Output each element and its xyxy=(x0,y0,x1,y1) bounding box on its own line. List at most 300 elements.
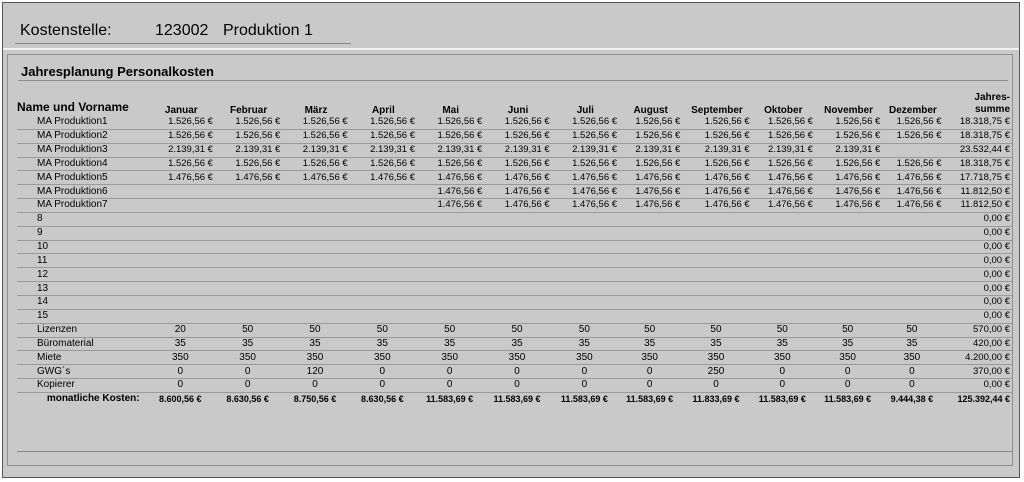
month-cell[interactable]: 350 xyxy=(552,351,619,365)
month-cell[interactable] xyxy=(882,212,943,226)
row-label[interactable]: Miete xyxy=(17,351,148,365)
month-cell[interactable] xyxy=(484,295,551,309)
month-cell[interactable] xyxy=(552,309,619,323)
month-cell[interactable] xyxy=(417,282,484,296)
month-cell[interactable] xyxy=(350,199,417,213)
month-cell[interactable] xyxy=(882,254,943,268)
month-cell[interactable]: 0 xyxy=(417,379,484,393)
month-cell[interactable]: 1.526,56 € xyxy=(148,157,215,171)
employee-row xyxy=(17,254,1012,268)
month-cell[interactable]: 35 xyxy=(215,337,282,351)
month-cell[interactable]: 20 xyxy=(148,323,215,337)
month-cell[interactable] xyxy=(752,212,815,226)
month-cell[interactable]: 0 xyxy=(815,365,882,379)
month-cell[interactable] xyxy=(350,309,417,323)
employee-row xyxy=(17,171,1012,185)
month-cell[interactable] xyxy=(417,254,484,268)
month-cell[interactable]: 1.526,56 € xyxy=(619,129,682,143)
month-cell[interactable] xyxy=(552,282,619,296)
month-cell[interactable] xyxy=(619,226,682,240)
month-cell[interactable]: 1.476,56 € xyxy=(282,171,349,185)
month-cell[interactable] xyxy=(282,226,349,240)
month-cell[interactable] xyxy=(752,240,815,254)
month-cell[interactable] xyxy=(682,268,751,282)
month-cell[interactable]: 1.526,56 € xyxy=(417,129,484,143)
month-cell[interactable] xyxy=(882,240,943,254)
month-cell[interactable] xyxy=(484,309,551,323)
month-cell[interactable]: 350 xyxy=(417,351,484,365)
annual-sum-cell: 17.718,75 € xyxy=(944,171,1012,185)
row-label[interactable]: MA Produktion7 xyxy=(17,199,148,213)
month-cell[interactable] xyxy=(148,226,215,240)
month-cell[interactable] xyxy=(148,240,215,254)
grand-total-cell: 125.392,44 € xyxy=(957,394,1010,405)
month-cell[interactable] xyxy=(148,268,215,282)
month-cell[interactable]: 0 xyxy=(215,379,282,393)
month-cell[interactable] xyxy=(682,295,751,309)
month-cell[interactable]: 1.476,56 € xyxy=(752,171,815,185)
month-cell[interactable]: 1.526,56 € xyxy=(148,116,215,129)
month-cell[interactable]: 35 xyxy=(148,337,215,351)
month-cell[interactable] xyxy=(484,254,551,268)
month-cell[interactable]: 1.476,56 € xyxy=(552,171,619,185)
month-cell[interactable]: 0 xyxy=(552,379,619,393)
month-cell[interactable]: 1.526,56 € xyxy=(282,116,349,129)
month-cell[interactable] xyxy=(752,226,815,240)
month-cell[interactable]: 350 xyxy=(282,351,349,365)
row-label[interactable]: MA Produktion2 xyxy=(17,129,148,143)
month-cell[interactable]: 1.526,56 € xyxy=(752,116,815,129)
month-cell[interactable]: 1.526,56 € xyxy=(882,157,943,171)
month-cell[interactable] xyxy=(215,268,282,282)
month-cell[interactable]: 1.476,56 € xyxy=(882,185,943,199)
month-cell[interactable] xyxy=(282,185,349,199)
month-cell[interactable] xyxy=(215,212,282,226)
month-cell[interactable] xyxy=(215,185,282,199)
month-cell[interactable]: 1.476,56 € xyxy=(815,199,882,213)
row-label[interactable]: 14 xyxy=(17,295,148,309)
month-cell[interactable]: 350 xyxy=(882,351,943,365)
monthly-total-cell: 11.583,69 € xyxy=(626,394,674,405)
row-label[interactable]: GWG´s xyxy=(17,365,148,379)
row-label[interactable]: 11 xyxy=(17,254,148,268)
month-cell[interactable]: 1.476,56 € xyxy=(682,171,751,185)
month-cell[interactable]: 1.526,56 € xyxy=(552,157,619,171)
row-label[interactable]: MA Produktion5 xyxy=(17,171,148,185)
month-cell[interactable] xyxy=(350,268,417,282)
month-cell[interactable]: 1.526,56 € xyxy=(815,116,882,129)
month-cell[interactable]: 2.139,31 € xyxy=(350,143,417,157)
month-cell[interactable]: 50 xyxy=(484,323,551,337)
month-cell[interactable]: 35 xyxy=(815,337,882,351)
month-cell[interactable]: 1.526,56 € xyxy=(350,129,417,143)
table-bottom-divider xyxy=(17,451,1012,452)
month-cell[interactable]: 0 xyxy=(484,365,551,379)
month-cell[interactable] xyxy=(282,254,349,268)
month-cell[interactable] xyxy=(882,282,943,296)
month-cell[interactable]: 0 xyxy=(682,379,751,393)
month-cell[interactable] xyxy=(148,254,215,268)
month-cell[interactable] xyxy=(215,199,282,213)
month-cell[interactable] xyxy=(282,268,349,282)
month-cell[interactable]: 1.476,56 € xyxy=(752,199,815,213)
month-cell[interactable]: 1.526,56 € xyxy=(417,116,484,129)
month-cell[interactable] xyxy=(552,212,619,226)
month-cell[interactable] xyxy=(752,309,815,323)
month-cell[interactable] xyxy=(815,254,882,268)
month-cell[interactable]: 1.526,56 € xyxy=(417,157,484,171)
row-label[interactable]: Büromaterial xyxy=(17,337,148,351)
month-cell[interactable]: 1.526,56 € xyxy=(752,129,815,143)
month-cell[interactable] xyxy=(282,199,349,213)
month-cell[interactable]: 350 xyxy=(484,351,551,365)
month-cell[interactable]: 50 xyxy=(417,323,484,337)
month-cell[interactable] xyxy=(882,295,943,309)
month-cell[interactable]: 0 xyxy=(752,379,815,393)
month-cell[interactable] xyxy=(417,226,484,240)
month-cell[interactable] xyxy=(282,282,349,296)
month-cell[interactable]: 2.139,31 € xyxy=(282,143,349,157)
month-cell[interactable]: 1.526,56 € xyxy=(682,157,751,171)
employee-row xyxy=(17,240,1012,254)
monthly-total-cell: 11.583,69 € xyxy=(824,394,872,405)
month-cell[interactable]: 35 xyxy=(882,337,943,351)
month-cell[interactable] xyxy=(619,212,682,226)
month-cell[interactable]: 120 xyxy=(282,365,349,379)
month-cell[interactable] xyxy=(215,309,282,323)
month-cell[interactable]: 1.526,56 € xyxy=(752,157,815,171)
employee-row xyxy=(17,212,1012,226)
month-cell[interactable]: 350 xyxy=(148,351,215,365)
month-cell[interactable] xyxy=(215,226,282,240)
row-label[interactable]: Lizenzen xyxy=(17,323,148,337)
month-cell[interactable]: 0 xyxy=(282,379,349,393)
month-cell[interactable]: 1.476,56 € xyxy=(552,199,619,213)
month-cell[interactable]: 350 xyxy=(350,351,417,365)
month-cell[interactable]: 50 xyxy=(815,323,882,337)
month-cell[interactable]: 50 xyxy=(552,323,619,337)
month-cell[interactable]: 1.526,56 € xyxy=(350,116,417,129)
month-cell[interactable] xyxy=(552,254,619,268)
month-cell[interactable]: 0 xyxy=(417,365,484,379)
month-cell[interactable]: 1.526,56 € xyxy=(215,157,282,171)
month-cell[interactable] xyxy=(815,268,882,282)
month-cell[interactable] xyxy=(619,240,682,254)
month-cell[interactable] xyxy=(417,309,484,323)
month-cell[interactable]: 50 xyxy=(752,323,815,337)
month-cell[interactable]: 1.476,56 € xyxy=(350,171,417,185)
month-cell[interactable] xyxy=(350,212,417,226)
month-cell[interactable]: 1.526,56 € xyxy=(882,116,943,129)
month-cell[interactable]: 2.139,31 € xyxy=(484,143,551,157)
annual-sum-cell: 11.812,50 € xyxy=(944,199,1012,213)
month-cell[interactable]: 350 xyxy=(215,351,282,365)
month-cell[interactable]: 1.526,56 € xyxy=(282,129,349,143)
annual-sum-cell: 0,00 € xyxy=(944,268,1012,282)
column-header-month: Juli xyxy=(576,105,594,116)
employee-row xyxy=(17,268,1012,282)
month-cell[interactable] xyxy=(752,295,815,309)
month-cell[interactable] xyxy=(148,282,215,296)
month-cell[interactable] xyxy=(282,309,349,323)
annual-sum-cell: 0,00 € xyxy=(944,309,1012,323)
month-cell[interactable]: 1.526,56 € xyxy=(350,157,417,171)
month-cell[interactable]: 35 xyxy=(552,337,619,351)
month-cell[interactable]: 1.476,56 € xyxy=(882,171,943,185)
row-label[interactable]: 15 xyxy=(17,309,148,323)
annual-sum-cell: 23.532,44 € xyxy=(944,143,1012,157)
employee-row xyxy=(17,143,1012,157)
month-cell[interactable] xyxy=(417,268,484,282)
month-cell[interactable] xyxy=(484,226,551,240)
row-label[interactable]: MA Produktion3 xyxy=(17,143,148,157)
monthly-total-row xyxy=(17,392,1012,405)
month-cell[interactable]: 1.476,56 € xyxy=(484,199,551,213)
month-cell[interactable]: 0 xyxy=(752,365,815,379)
month-cell[interactable]: 35 xyxy=(282,337,349,351)
month-cell[interactable] xyxy=(752,282,815,296)
month-cell[interactable] xyxy=(215,254,282,268)
employee-row xyxy=(17,185,1012,199)
month-cell[interactable] xyxy=(682,254,751,268)
cost-center-header xyxy=(3,3,1019,50)
month-cell[interactable] xyxy=(619,309,682,323)
month-cell[interactable]: 1.526,56 € xyxy=(282,157,349,171)
month-cell[interactable] xyxy=(215,282,282,296)
row-label[interactable]: MA Produktion6 xyxy=(17,185,148,199)
month-cell[interactable] xyxy=(417,212,484,226)
month-cell[interactable]: 250 xyxy=(682,365,751,379)
row-label[interactable]: 9 xyxy=(17,226,148,240)
month-cell[interactable]: 35 xyxy=(752,337,815,351)
month-cell[interactable] xyxy=(815,309,882,323)
month-cell[interactable] xyxy=(148,212,215,226)
month-cell[interactable] xyxy=(815,295,882,309)
month-cell[interactable]: 0 xyxy=(552,365,619,379)
employee-row xyxy=(17,226,1012,240)
expense-row xyxy=(17,337,1012,351)
month-cell[interactable]: 50 xyxy=(682,323,751,337)
month-cell[interactable] xyxy=(815,212,882,226)
month-cell[interactable] xyxy=(882,268,943,282)
monthly-total-label: monatliche Kosten: xyxy=(46,393,140,405)
month-cell[interactable]: 50 xyxy=(282,323,349,337)
month-cell[interactable]: 1.476,56 € xyxy=(882,199,943,213)
month-cell[interactable] xyxy=(484,282,551,296)
month-cell[interactable]: 1.526,56 € xyxy=(148,129,215,143)
row-label[interactable]: 12 xyxy=(17,268,148,282)
month-cell[interactable]: 35 xyxy=(417,337,484,351)
month-cell[interactable] xyxy=(752,254,815,268)
month-cell[interactable] xyxy=(882,309,943,323)
month-cell[interactable] xyxy=(815,282,882,296)
header-divider xyxy=(15,43,351,44)
month-cell[interactable] xyxy=(148,295,215,309)
month-cell[interactable]: 0 xyxy=(815,379,882,393)
employee-row xyxy=(17,116,1012,129)
month-cell[interactable]: 1.526,56 € xyxy=(215,129,282,143)
month-cell[interactable] xyxy=(484,240,551,254)
month-cell[interactable] xyxy=(682,240,751,254)
month-cell[interactable] xyxy=(417,295,484,309)
month-cell[interactable] xyxy=(148,199,215,213)
month-cell[interactable]: 1.476,56 € xyxy=(148,171,215,185)
month-cell[interactable]: 2.139,31 € xyxy=(215,143,282,157)
month-cell[interactable] xyxy=(484,268,551,282)
month-cell[interactable]: 1.476,56 € xyxy=(815,185,882,199)
employee-row xyxy=(17,157,1012,171)
month-cell[interactable]: 35 xyxy=(619,337,682,351)
month-cell[interactable]: 0 xyxy=(215,365,282,379)
month-cell[interactable]: 2.139,31 € xyxy=(682,143,751,157)
month-cell[interactable]: 1.476,56 € xyxy=(619,199,682,213)
month-cell[interactable]: 1.526,56 € xyxy=(619,157,682,171)
month-cell[interactable] xyxy=(682,212,751,226)
month-cell[interactable] xyxy=(815,226,882,240)
month-cell[interactable]: 0 xyxy=(619,365,682,379)
month-cell[interactable]: 0 xyxy=(882,379,943,393)
monthly-total-cell: 8.630,56 € xyxy=(361,394,404,405)
month-cell[interactable] xyxy=(752,268,815,282)
month-cell[interactable]: 0 xyxy=(619,379,682,393)
month-cell[interactable] xyxy=(350,254,417,268)
month-cell[interactable] xyxy=(282,212,349,226)
month-cell[interactable] xyxy=(282,295,349,309)
month-cell[interactable]: 1.526,56 € xyxy=(552,116,619,129)
month-cell[interactable] xyxy=(484,212,551,226)
column-header-month: November xyxy=(824,105,874,116)
month-cell[interactable]: 50 xyxy=(619,323,682,337)
month-cell[interactable]: 1.526,56 € xyxy=(552,129,619,143)
month-cell[interactable] xyxy=(148,185,215,199)
cost-center-name[interactable]: Produktion 1 xyxy=(223,22,313,39)
annual-sum-cell: 0,00 € xyxy=(944,212,1012,226)
month-cell[interactable]: 35 xyxy=(484,337,551,351)
annual-sum-cell: 0,00 € xyxy=(944,226,1012,240)
month-cell[interactable]: 0 xyxy=(350,365,417,379)
month-cell[interactable]: 350 xyxy=(815,351,882,365)
month-cell[interactable]: 2.139,31 € xyxy=(815,143,882,157)
month-cell[interactable]: 1.526,56 € xyxy=(815,157,882,171)
month-cell[interactable] xyxy=(552,268,619,282)
month-cell[interactable] xyxy=(350,295,417,309)
month-cell[interactable]: 2.139,31 € xyxy=(417,143,484,157)
row-label[interactable]: 8 xyxy=(17,212,148,226)
month-cell[interactable]: 1.476,56 € xyxy=(815,171,882,185)
cost-center-number[interactable]: 123002 xyxy=(155,22,209,39)
month-cell[interactable] xyxy=(619,295,682,309)
month-cell[interactable] xyxy=(552,295,619,309)
month-cell[interactable]: 0 xyxy=(350,379,417,393)
expense-row xyxy=(17,351,1012,365)
row-label[interactable]: MA Produktion4 xyxy=(17,157,148,171)
month-cell[interactable]: 1.526,56 € xyxy=(882,129,943,143)
month-cell[interactable]: 1.526,56 € xyxy=(484,157,551,171)
month-cell[interactable]: 1.526,56 € xyxy=(484,116,551,129)
month-cell[interactable]: 2.139,31 € xyxy=(148,143,215,157)
month-cell[interactable]: 1.526,56 € xyxy=(815,129,882,143)
month-cell[interactable]: 1.526,56 € xyxy=(619,116,682,129)
month-cell[interactable] xyxy=(619,282,682,296)
month-cell[interactable]: 1.476,56 € xyxy=(484,171,551,185)
month-cell[interactable]: 1.476,56 € xyxy=(682,185,751,199)
cost-center-label: Kostenstelle: xyxy=(20,22,112,39)
month-cell[interactable]: 0 xyxy=(148,365,215,379)
month-cell[interactable]: 1.526,56 € xyxy=(682,116,751,129)
month-cell[interactable]: 350 xyxy=(752,351,815,365)
month-cell[interactable] xyxy=(417,240,484,254)
month-cell[interactable]: 1.476,56 € xyxy=(752,185,815,199)
month-cell[interactable] xyxy=(350,240,417,254)
month-cell[interactable] xyxy=(619,268,682,282)
month-cell[interactable] xyxy=(552,240,619,254)
month-cell[interactable] xyxy=(882,143,943,157)
month-cell[interactable]: 350 xyxy=(619,351,682,365)
month-cell[interactable] xyxy=(682,226,751,240)
row-label[interactable]: 10 xyxy=(17,240,148,254)
month-cell[interactable]: 1.526,56 € xyxy=(682,129,751,143)
month-cell[interactable]: 1.476,56 € xyxy=(619,171,682,185)
month-cell[interactable]: 1.476,56 € xyxy=(484,185,551,199)
month-cell[interactable]: 1.476,56 € xyxy=(417,171,484,185)
month-cell[interactable] xyxy=(619,254,682,268)
month-cell[interactable] xyxy=(682,282,751,296)
month-cell[interactable]: 2.139,31 € xyxy=(752,143,815,157)
month-cell[interactable]: 1.476,56 € xyxy=(682,199,751,213)
month-cell[interactable] xyxy=(350,226,417,240)
month-cell[interactable]: 50 xyxy=(215,323,282,337)
row-label[interactable]: MA Produktion1 xyxy=(17,116,148,129)
column-header-name: Name und Vorname xyxy=(17,100,129,114)
row-label[interactable]: 13 xyxy=(17,282,148,296)
month-cell[interactable] xyxy=(682,309,751,323)
annual-sum-cell: 0,00 € xyxy=(944,240,1012,254)
column-header-month: Dezember xyxy=(889,105,937,116)
month-cell[interactable]: 35 xyxy=(350,337,417,351)
month-cell[interactable]: 1.526,56 € xyxy=(215,116,282,129)
month-cell[interactable]: 0 xyxy=(484,379,551,393)
month-cell[interactable] xyxy=(215,240,282,254)
month-cell[interactable]: 1.526,56 € xyxy=(484,129,551,143)
month-cell[interactable]: 0 xyxy=(148,379,215,393)
month-cell[interactable]: 50 xyxy=(882,323,943,337)
month-cell[interactable]: 35 xyxy=(682,337,751,351)
month-cell[interactable] xyxy=(815,240,882,254)
month-cell[interactable]: 350 xyxy=(682,351,751,365)
month-cell[interactable] xyxy=(282,240,349,254)
monthly-total-cell: 8.600,56 € xyxy=(159,394,202,405)
month-cell[interactable]: 1.476,56 € xyxy=(417,199,484,213)
row-label[interactable]: Kopierer xyxy=(17,379,148,393)
month-cell[interactable]: 2.139,31 € xyxy=(619,143,682,157)
month-cell[interactable] xyxy=(350,282,417,296)
monthly-total-cell: 11.583,69 € xyxy=(426,394,474,405)
month-cell[interactable] xyxy=(552,226,619,240)
month-cell[interactable]: 50 xyxy=(350,323,417,337)
month-cell[interactable] xyxy=(882,226,943,240)
month-cell[interactable]: 2.139,31 € xyxy=(552,143,619,157)
section-divider xyxy=(18,80,1008,81)
month-cell[interactable]: 1.476,56 € xyxy=(552,185,619,199)
month-cell[interactable] xyxy=(148,309,215,323)
month-cell[interactable] xyxy=(350,185,417,199)
month-cell[interactable]: 1.476,56 € xyxy=(417,185,484,199)
monthly-total-cell: 11.583,69 € xyxy=(493,394,541,405)
month-cell[interactable]: 1.476,56 € xyxy=(215,171,282,185)
month-cell[interactable]: 0 xyxy=(882,365,943,379)
month-cell[interactable]: 1.476,56 € xyxy=(619,185,682,199)
month-cell[interactable] xyxy=(215,295,282,309)
